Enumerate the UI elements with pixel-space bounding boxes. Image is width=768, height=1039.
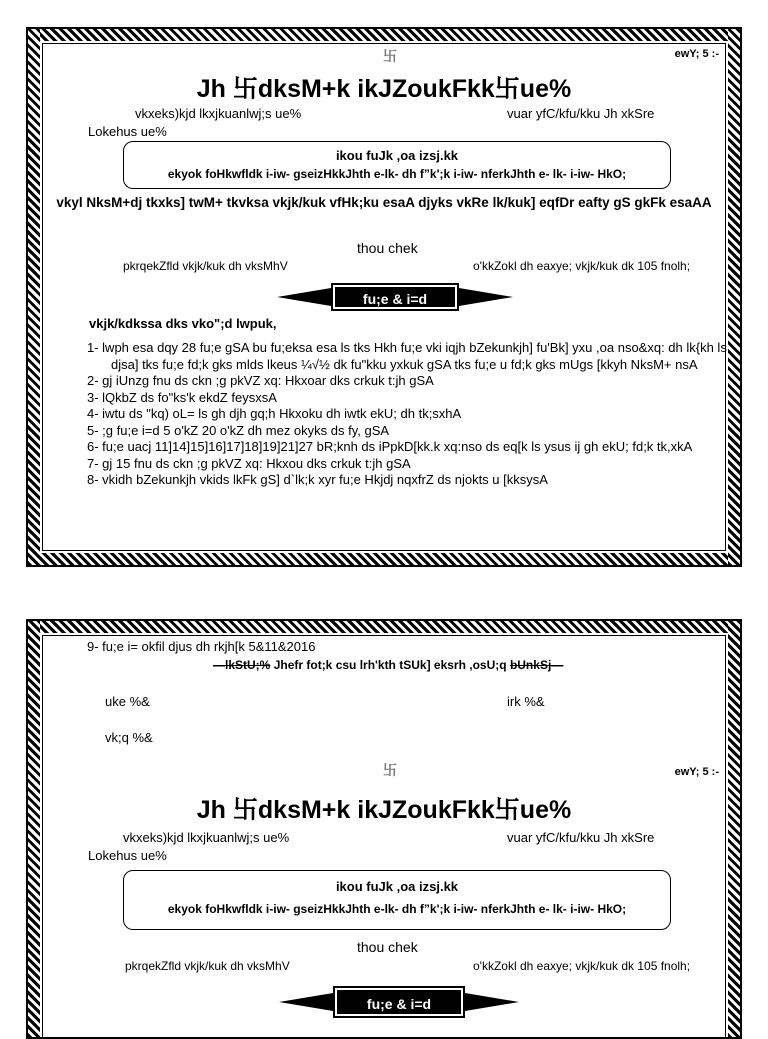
inspiration-title: ikou fuJk ,oa izsj.kk (335, 879, 459, 894)
border-stripe (728, 29, 740, 565)
struck-text-end: bUnkSj— (509, 658, 564, 672)
inspiration-title: ikou fuJk ,oa izsj.kk (335, 148, 459, 163)
list-item: 7- gj 15 fnu ds ckn ;g pkVZ xq: Hkxou dks crkuk t:jh gSA (87, 455, 411, 471)
invocation-left: vkxeks)kjd lkxjkuanlwj;s ue% (123, 830, 290, 845)
page-title: Jh 卐dksM+k ikJZoukFkk卐ue% (196, 75, 572, 103)
invocation-right: vuar yfC/kfu/kku Jh xkSre (507, 106, 655, 121)
border-stripe (28, 29, 740, 41)
return-date: 9- fu;e i= okfil djus dh rkjh[k 5&11&2016 (87, 639, 316, 654)
ribbon-right-tail (459, 992, 519, 1012)
list-item: 5- ;g fu;e i=d 5 o'kZ 20 o'kZ dh mez okyks ds fy, gSA (87, 422, 390, 438)
ribbon-left-tail (277, 287, 337, 307)
contact-line (213, 658, 563, 672)
ribbon-left-tail (279, 992, 339, 1012)
inspiration-box (123, 870, 671, 930)
banner-label: fu;e & i=d (333, 986, 465, 1018)
ribbon-banner (279, 986, 519, 1018)
banner-label: fu;e & i=d (331, 283, 459, 311)
ribbon-right-tail (453, 287, 513, 307)
struck-text: —lkStU;% (213, 658, 271, 672)
list-item: 2- gj iUnzg fnu ds ckn ;g pkVZ xq: Hkxoar dks crkuk t:jh gSA (87, 373, 434, 388)
rules-list (87, 340, 727, 489)
border-stripe (28, 621, 40, 1037)
invocation-left: vkxeks)kjd lkxjkuanlwj;s ue% (135, 106, 302, 121)
list-item: 6- fu;e uacj 11]14]15]16]17]18]19]21]27 bR;knh ds iPpkD[kk.k xq:nso ds eq[k ls ysus ij gh ekU; fd;k tk,xkA (87, 439, 693, 454)
border-stripe (28, 29, 40, 565)
section-subtitle: thou chek (357, 240, 418, 256)
chart-label-right: o'kkZokl dh eaxye; vkjk/kuk dk 105 fnolh; (473, 959, 691, 973)
card-1 (26, 27, 742, 567)
list-item: 1- lwph esa dqy 28 fu;e gSA bu fu;eksa esa ls tks Hkh fu;e vki iqjh bZekunkjh] fu'Bk] yxu ,oa nso&xq: dh lk{kh ls djsa] tks fu;e fd;k gks mlds lkeus ¼√½ dk fu"kku yxkuk gSA tks fu;e u fd;k gks mUgs [kkyh NksM+ nsA (87, 340, 727, 372)
invocation-left-2: Lokehus ue% (88, 124, 167, 139)
chart-label-right: o'kkZokl dh eaxye; vkjk/kuk dk 105 fnolh; (473, 259, 691, 273)
page-title: Jh 卐dksM+k ikJZoukFkk卐ue% (196, 796, 572, 824)
section-subtitle: thou chek (357, 939, 418, 955)
inspiration-text: ekyok foHkwfldk i-iw- gseizHkkJhth e-lk- dh f”k';k i-iw- nferkJhth e- lk- i-iw- HkO; (167, 167, 627, 181)
section-heading: vkjk/kdkssa dks vko";d lwpuk, (89, 316, 277, 331)
contact-text: Jhefr fot;k csu lrh'kth tSUk] eksrh ,osU;q (273, 658, 507, 672)
list-item: 4- iwtu ds "kq) oL= ls gh djh gq;h Hkxoku dh iwtk ekU; dh tk;sxhA (87, 406, 462, 421)
inspiration-box (123, 141, 671, 189)
date-label: ewY; 5 :- (674, 766, 719, 778)
age-field-label: vk;q %& (105, 730, 153, 745)
swastik-icon: 卐 (383, 762, 397, 778)
card-body (42, 43, 726, 551)
date-label: ewY; 5 :- (674, 48, 719, 60)
invitation-text: vkyl NksM+dj tkxks] twM+ tkvksa vkjk/kuk vfHk;ku esaA djyks vkRe lk/kuk] eqfDr eafty gS gkFk esaAA (56, 195, 712, 210)
address-field-label: irk %& (507, 694, 545, 709)
name-field-label: uke %& (105, 694, 150, 709)
list-item: 8- vkidh bZekunkjh vkids lkFk gS] d`lk;k xyr fu;e Hkjdj nqxfrZ ds njokts u [kksysA (87, 472, 548, 487)
border-stripe (28, 621, 740, 633)
swastik-icon: 卐 (383, 48, 397, 64)
list-item: 3- lQkbZ ds fo"ks'k ekdZ feysxsA (87, 389, 277, 405)
ribbon-banner (277, 283, 513, 311)
card-2 (26, 619, 742, 1039)
chart-label-left: pkrqekZfld vkjk/kuk dh vksMhV (125, 959, 290, 973)
chart-label-left: pkrqekZfld vkjk/kuk dh vksMhV (123, 259, 288, 273)
invocation-left-2: Lokehus ue% (88, 848, 167, 863)
border-stripe (728, 621, 740, 1037)
card-body (42, 635, 726, 1039)
inspiration-text: ekyok foHkwfldk i-iw- gseizHkkJhth e-lk- dh f”k';k i-iw- nferkJhth e- lk- i-iw- HkO; (167, 902, 627, 916)
border-stripe (28, 553, 740, 565)
invocation-right: vuar yfC/kfu/kku Jh xkSre (507, 830, 655, 845)
